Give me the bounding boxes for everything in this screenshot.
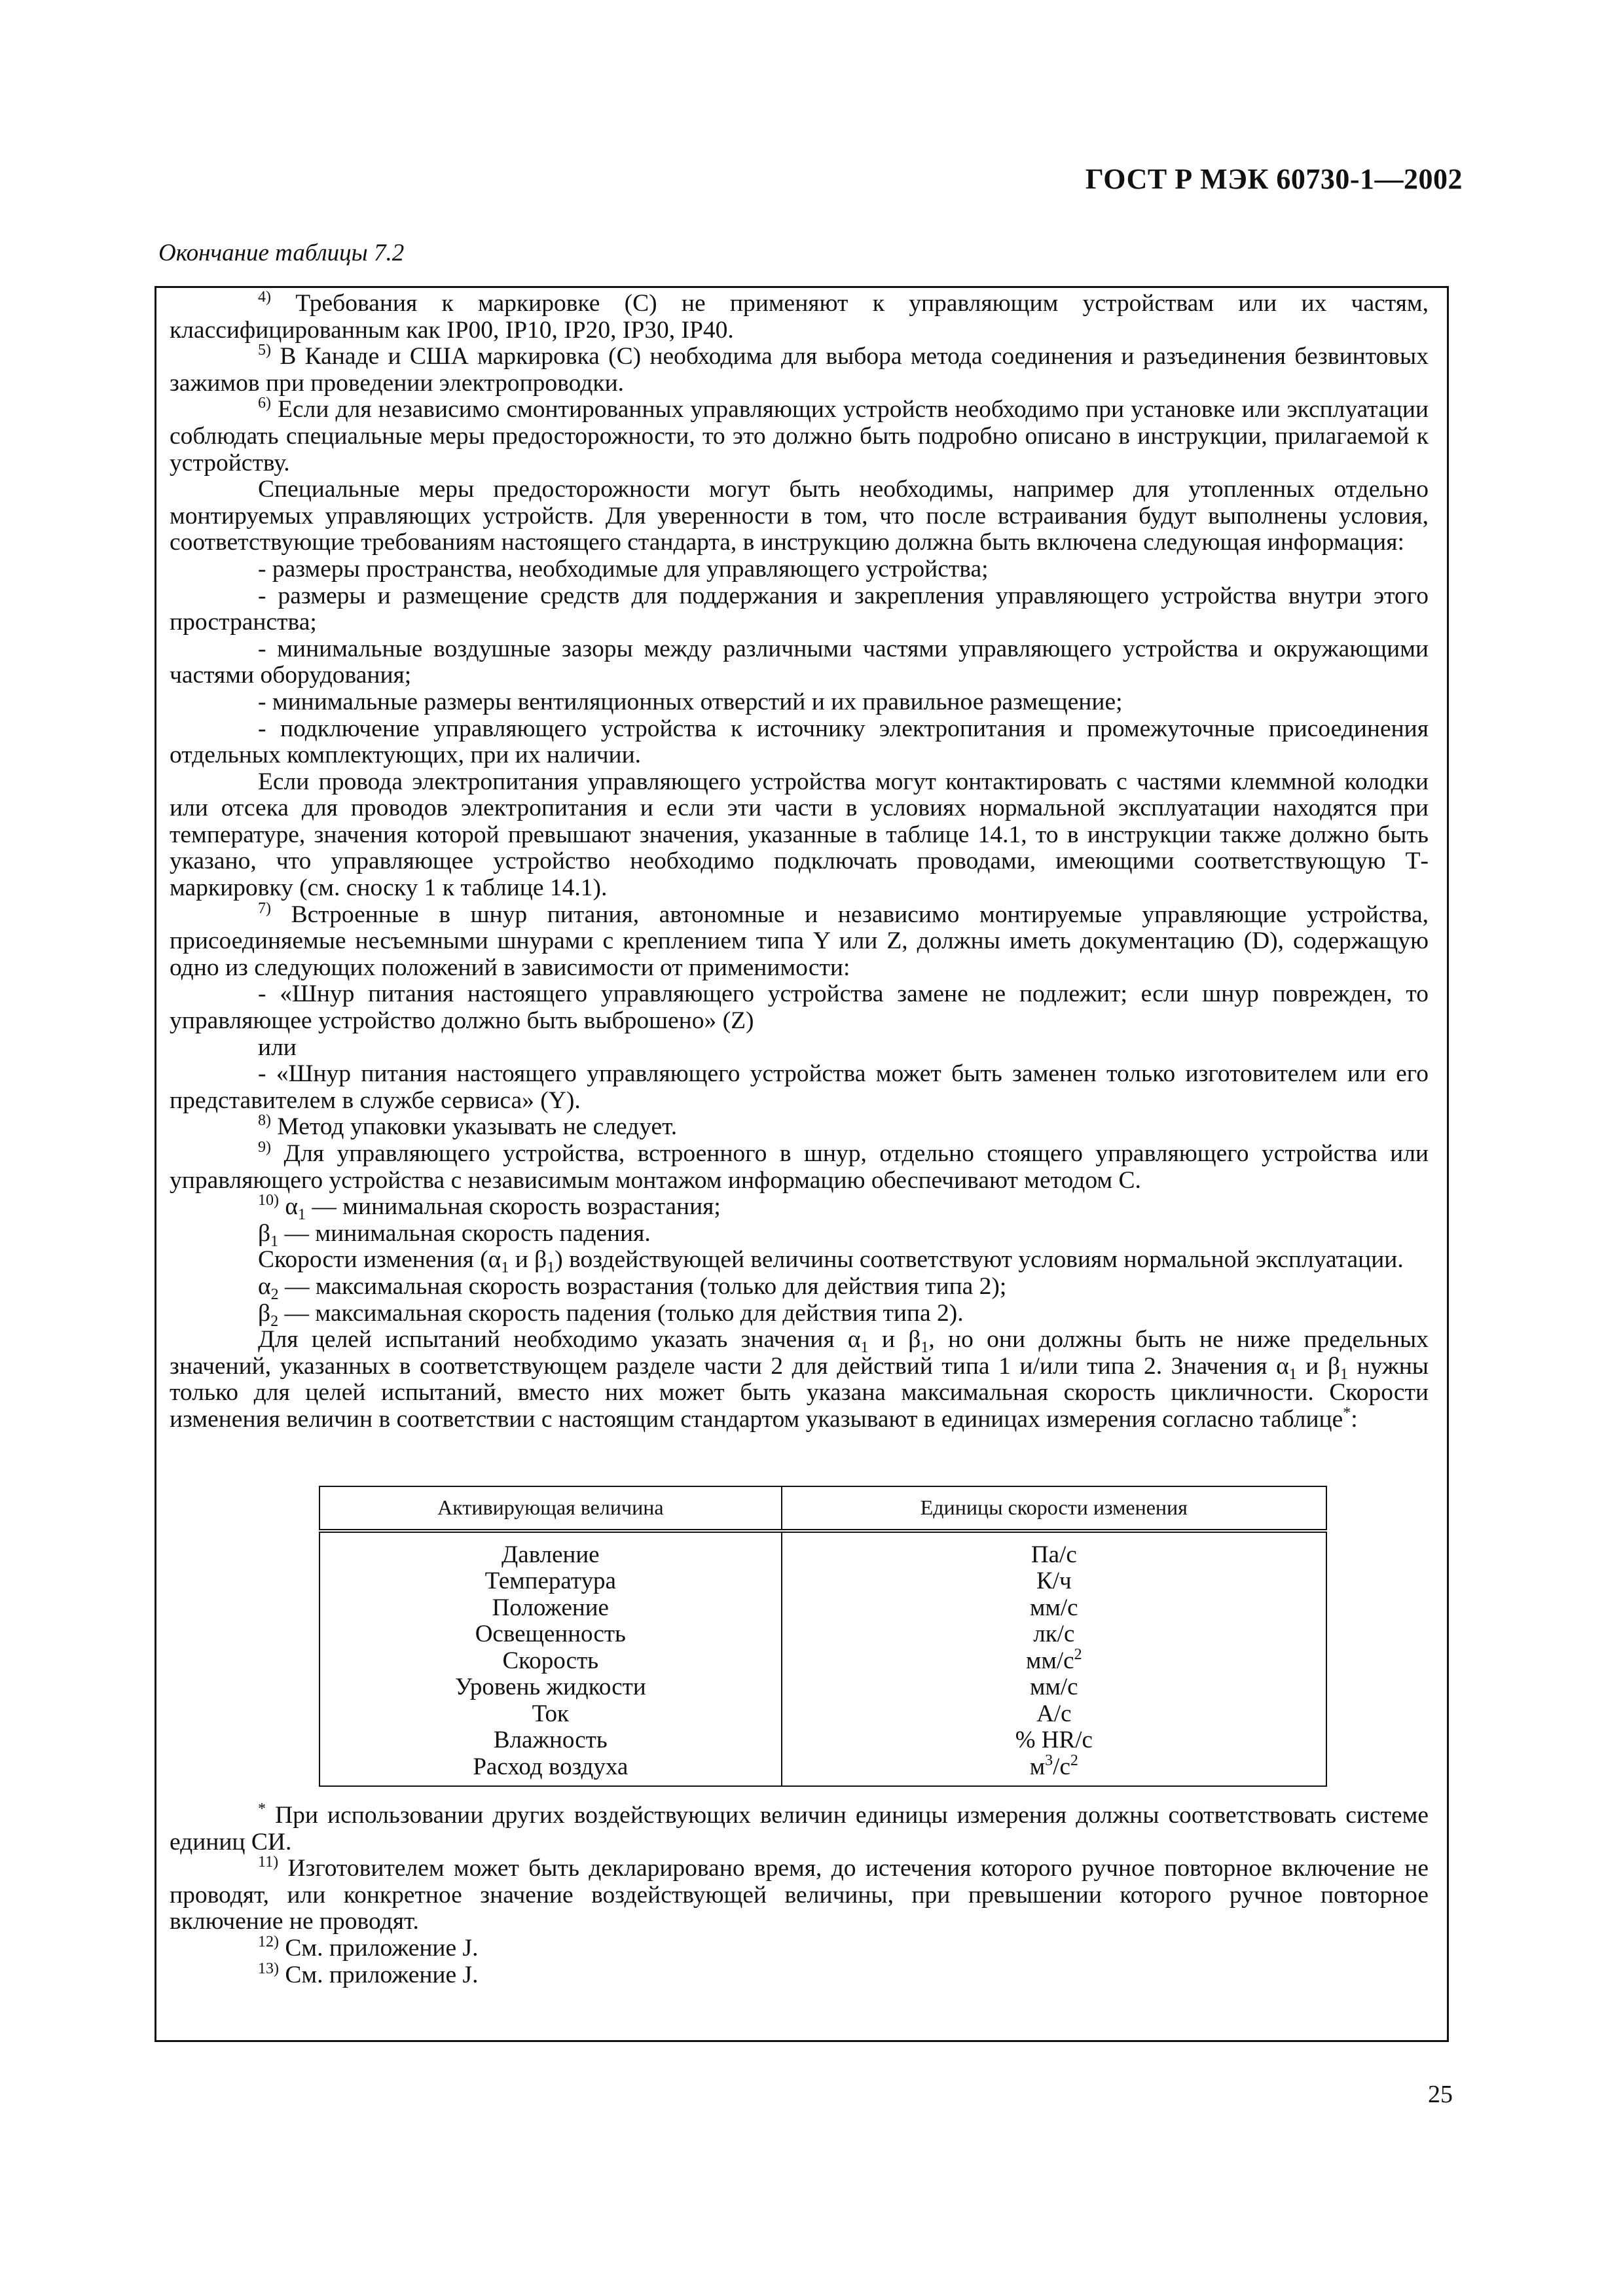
- table-cell: мм/с: [1030, 1594, 1078, 1621]
- footnote-12: $^{12)}$ См. приложение J.: [258, 1933, 479, 1962]
- list-item: - размеры и размещение средств для поддержания и закрепления управляющего устройства внутри этого пространства;: [170, 582, 1429, 636]
- list-item: - минимальные размеры вентиляционных отверстий и их правильное размещение;: [258, 688, 1123, 715]
- paragraph-precautions: Специальные меры предосторожности могут быть необходимы, например для утопленных отдельно монтируемых управляющих устройств. Для уверенности в том, что после встраивания будут выполнены условия, соответствующие требованиям настоящего стандарта, в инструкцию должна быть включена следующая информация:: [170, 476, 1429, 556]
- standard-code: ГОСТ Р МЭК 60730-1—2002: [1085, 163, 1463, 195]
- table-continuation-caption: Окончание таблицы 7.2: [158, 240, 405, 266]
- paragraph-supply-wires: Если провода электропитания управляющего устройства могут контактировать с частями клеммной колодки или отсека для проводов электропитания и если эти части в условиях нормальной эксплуатации находятся при температуре, значения которой превышают значения, указанные в таблице 14.1, то в инструкции также должно быть указано, что управляющее устройство необходимо подключать проводами, имеющими соответствующую Т-маркировку (см. сноску 1 к таблице 14.1).: [170, 768, 1429, 902]
- table-cell: % HR/с: [1015, 1727, 1093, 1754]
- footnote-8: $^{8)}$ Метод упаковки указывать не следует.: [258, 1112, 678, 1141]
- footnote-11: $^{11)}$ Изготовителем может быть декларировано время, до истечения которого ручное повторное включение не проводят, или конкретное значение воздействующей величины, при превышении которого ручное повторное включение не проводят.: [170, 1854, 1429, 1935]
- footnote-10-beta1: $\beta_1$ — минимальная скорость падения.: [258, 1219, 651, 1250]
- table-cell: К/ч: [1036, 1568, 1072, 1595]
- footnote-10-rates: Скорости изменения ($\alpha_1$ и $\beta_1$) воздействующей величины соответствуют условиям нормальной эксплуатации.: [258, 1246, 1404, 1277]
- rate-units-table: [319, 1486, 1327, 1787]
- units-column: [782, 1531, 1326, 1787]
- table-cell: Ток: [532, 1700, 569, 1727]
- table-cell: Освещенность: [475, 1621, 626, 1648]
- footnote-13: $^{13)}$ См. приложение J.: [258, 1960, 479, 1988]
- page-number: 25: [1428, 2081, 1453, 2108]
- table-cell: Температура: [484, 1568, 616, 1595]
- list-item: - минимальные воздушные зазоры между различными частями управляющего устройства и окружающими частями оборудования;: [170, 635, 1429, 689]
- table-cell: Давление: [501, 1541, 600, 1568]
- table-cell: мм/с: [1030, 1674, 1078, 1701]
- footnote-4: $^{4)}$ Требования к маркировке (C) не применяют к управляющим устройствам или их частям, классифицированным как IP00, IP10, IP20, IP30, IP40.: [170, 289, 1429, 344]
- footnote-5: $^{5)}$ В Канаде и США маркировка (C) необходима для выбора метода соединения и разъединения безвинтовых зажимов при проведении электропроводки.: [170, 342, 1429, 397]
- list-item: - размеры пространства, необходимые для управляющего устройства;: [258, 555, 989, 583]
- table-cell: А/с: [1036, 1700, 1072, 1727]
- footnote-9: $^{9)}$ Для управляющего устройства, встроенного в шнур, отдельно стоящего управляющего устройства или управляющего устройства с независимым монтажом информацию обеспечивают методом С.: [170, 1139, 1429, 1194]
- table-cell: Скорость: [502, 1647, 599, 1674]
- table-cell: Влажность: [493, 1727, 608, 1754]
- footnotes-frame: [155, 286, 1449, 2042]
- footnote-10-beta2: $\beta_2$ — максимальная скорость падения (только для действия типа 2).: [258, 1299, 964, 1330]
- table-footnote-si: * При использовании других воздействующих величин единицы измерения должны соответствовать системе единиц СИ.: [170, 1801, 1429, 1856]
- list-item: - подключение управляющего устройства к источнику электропитания и промежуточные присоединения отдельных комплектующих, при их наличии.: [170, 715, 1429, 769]
- quantity-column: [319, 1531, 782, 1787]
- footnote-10-test-values: Для целей испытаний необходимо указать значения $\alpha_1$ и $\beta_1$, но они должны быть не ниже предельных значений, указанных в соответствующем разделе части 2 для действий типа 1 и/или типа 2. Значения $\alpha_1$ и $\beta_1$ нужны только для целей испытаний, вместо них может быть указана максимальная скорость цикличности. Скорости изменения величин в соответствии с настоящим стандартом указывают в единицах измерения согласно таблице*:: [170, 1326, 1429, 1433]
- table-cell: Уровень жидкости: [454, 1674, 646, 1701]
- table-cell: $м^3/с^2$: [1029, 1751, 1078, 1780]
- table-header-quantity: Активирующая величина: [319, 1486, 782, 1531]
- table-cell: $мм/с^2$: [1026, 1645, 1082, 1674]
- table-cell: лк/с: [1033, 1621, 1075, 1648]
- table-header-units: Единицы скорости изменения: [782, 1486, 1326, 1531]
- footnote-10-alpha2: $\alpha_2$ — максимальная скорость возрастания (только для действия типа 2);: [258, 1272, 1007, 1303]
- table-cell: Па/с: [1030, 1541, 1077, 1568]
- list-item: - «Шнур питания настоящего управляющего устройства может быть заменен только изготовителем или его представителем в службе сервиса» (Y).: [170, 1060, 1429, 1114]
- footnote-7: $^{7)}$ Встроенные в шнур питания, автономные и независимо монтируемые управляющие устройства, присоединяемые несъемными шнурами с креплением типа Y или Z, должны иметь документацию (D), содержащую одно из следующих положений в зависимости от применимости:: [170, 899, 1429, 981]
- table-cell: Расход воздуха: [473, 1753, 629, 1780]
- footnote-10-alpha1: $^{10)}$ $\alpha_1$ — минимальная скорость возрастания;: [258, 1192, 721, 1224]
- table-cell: Положение: [492, 1594, 609, 1621]
- connector-or: или: [258, 1033, 297, 1061]
- footnote-6: $^{6)}$ Если для независимо смонтированных управляющих устройств необходимо при установке или эксплуатации соблюдать специальные меры предосторожности, то это должно быть подробно описано в инструкции, прилагаемой к устройству.: [170, 395, 1429, 476]
- list-item: - «Шнур питания настоящего управляющего устройства замене не подлежит; если шнур поврежден, то управляющее устройство должно быть выброшено» (Z): [170, 980, 1429, 1035]
